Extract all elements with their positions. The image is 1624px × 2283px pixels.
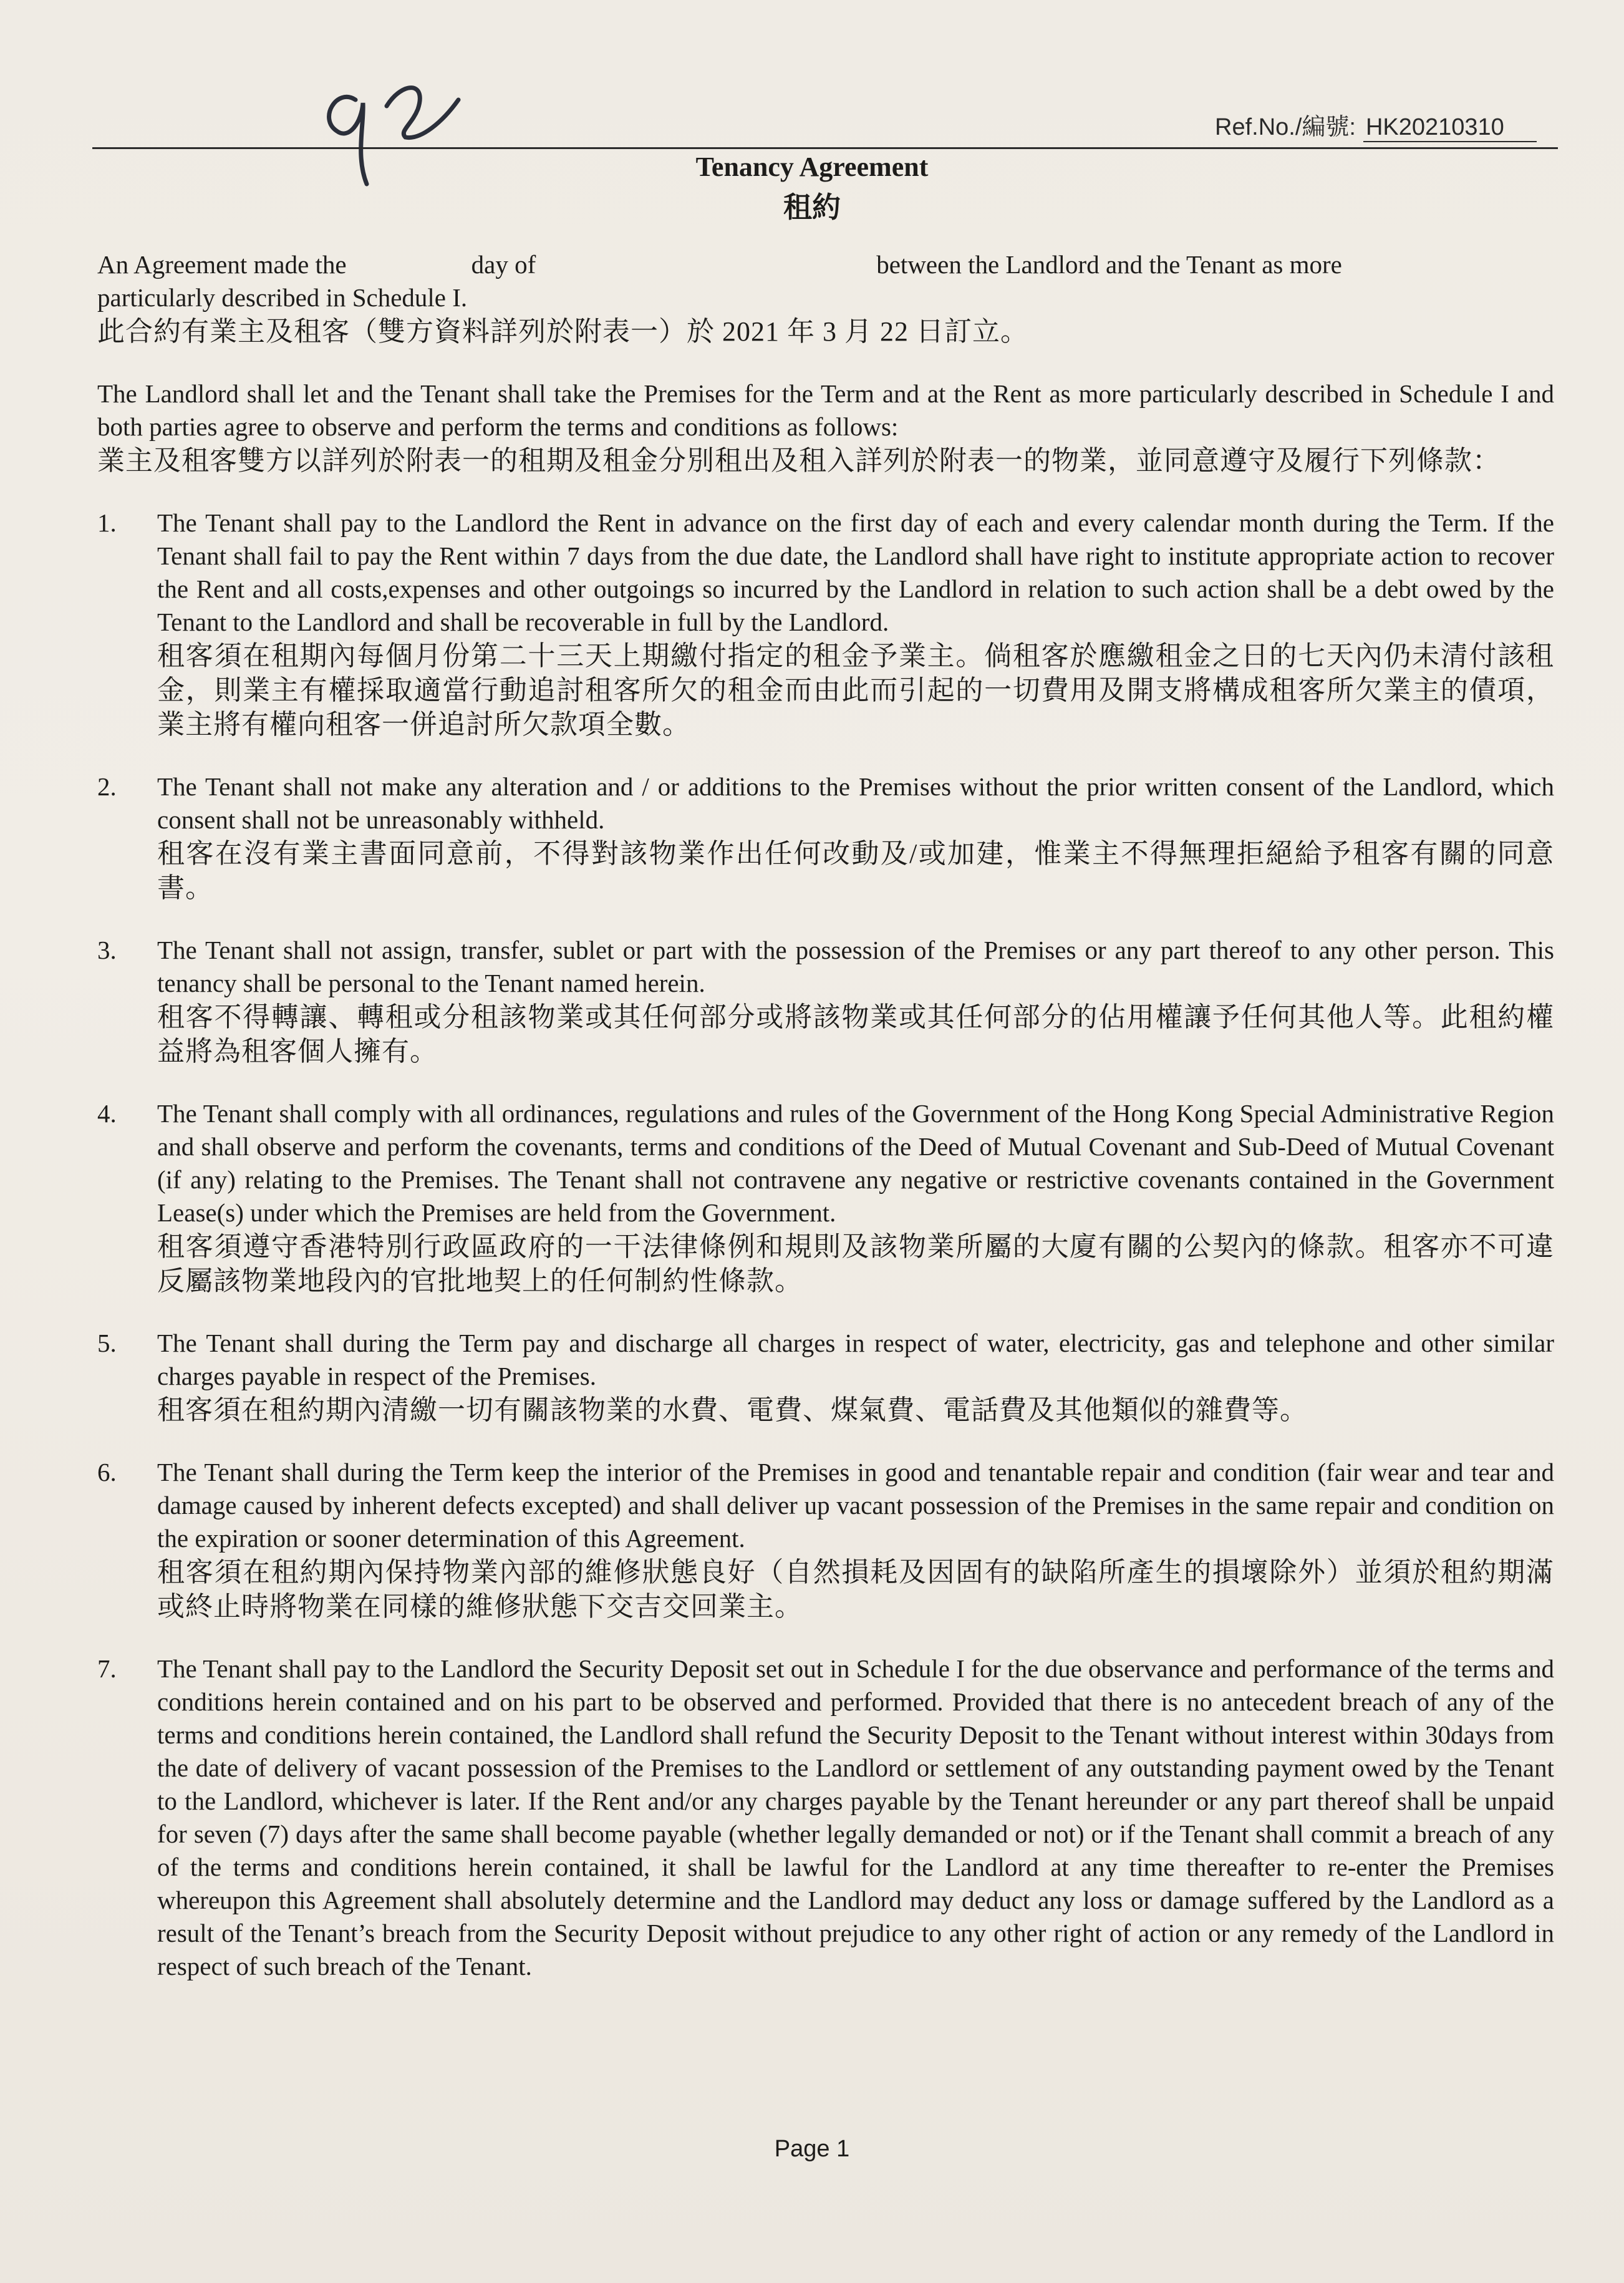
clause-number: 1. [97,508,117,537]
ref-label: Ref.No./編號: [1215,114,1356,140]
clause-english: The Tenant shall comply with all ordinances, regulations and rules of the Government of the Hong Kong Special Administrative Region and shall observe and perform the covenants, terms and conditions of the Deed of Mutual Covenant and Sub-Deed of Mutual Covenant (if any) relating to the Premises. The Tenant shall not contravene any negative or restrictive covenants contained in the Government Lease(s) under which the Premises are held from the Government. [157,1099,1554,1227]
clause-2 [97,770,1554,905]
intro-part-3: between the Landlord and the Tenant as more [876,250,1342,279]
clause-chinese: 租客不得轉讓、轉租或分租該物業或其任何部分或將該物業或其任何部分的佔用權讓予任何其他人等。此租約權益將為租客個人擁有。 [157,1002,1554,1067]
agreement-body [97,248,1554,2012]
title-english: Tenancy Agreement [695,152,929,182]
clause-chinese: 租客須在租期內每個月份第二十三天上期繳付指定的租金予業主。倘租客於應繳租金之日的七天內仍未清付該租金，則業主有權採取適當行動追討租客所欠的租金而由此而引起的一切費用及開支將構成租客所欠業主的債項，業主將有權向租客一併追討所欠款項全數。 [157,641,1554,740]
ref-value: HK20210310 [1363,114,1537,142]
clause-chinese: 租客須在租約期內清繳一切有關該物業的水費、電費、煤氣費、電話費及其他類似的雜費等。 [157,1395,1308,1425]
clause-english: The Tenant shall not assign, transfer, sublet or part with the possession of the Premises or any part thereof to any other person. This tenancy shall be personal to the Tenant named herein. [157,936,1554,997]
reference-number [1215,107,1537,142]
clause-3 [97,934,1554,1069]
intro-paragraph [97,248,1554,349]
title-chinese: 租約 [783,191,841,223]
clause-number: 6. [97,1458,117,1486]
clause-english: The Tenant shall pay to the Landlord the Security Deposit set out in Schedule I for the due observance and performance of the terms and conditions herein contained and on his part to be observed and performed. Provided that there is no antecedent breach of any of the terms and conditions herein contained, the Landlord shall refund the Security Deposit to the Tenant without interest within 30days from the date of delivery of vacant possession of the Premises to the Landlord or settlement of any outstanding payment owed by the Tenant to the Landlord, whichever is later. If the Rent and/or any charges payable by the Tenant hereunder or any part thereof shall be unpaid for seven (7) days after the same shall become payable (whether legally demanded or not) or if the Tenant shall commit a breach of any of the terms and conditions herein contained, it shall be lawful for the Landlord at any time thereafter to re-enter the Premises whereupon this Agreement shall absolutely determine and the Landlord may deduct any loss or damage suffered by the Landlord as a result of the Tenant’s breach from the Security Deposit without prejudice to any other right of action or any remedy of the Landlord in respect of such breach of the Tenant. [157,1654,1554,1980]
clause-english: The Tenant shall not make any alteration and / or additions to the Premises without the prior written consent of the Landlord, which consent shall not be unreasonably withheld. [157,772,1554,834]
intro-part-2: day of [471,250,536,279]
clause-chinese: 租客在沒有業主書面同意前，不得對該物業作出任何改動及/或加建，惟業主不得無理拒絕給予租客有關的同意書。 [157,838,1554,903]
intro-line-1 [97,248,1554,281]
clause-number: 5. [97,1329,117,1357]
intro-chinese: 此合約有業主及租客（雙方資料詳列於附表一）於 2021 年 3 月 22 日訂立。 [97,316,1028,347]
clause-5 [97,1327,1554,1427]
preamble-chinese: 業主及租客雙方以詳列於附表一的租期及租金分別租出及租入詳列於附表一的物業，並同意遵守及履行下列條款： [97,445,1501,476]
clause-4 [97,1097,1554,1298]
clause-chinese: 租客須在租約期內保持物業內部的維修狀態良好（自然損耗及因固有的缺陷所產生的損壞除外）並須於租約期滿或終止時將物業在同樣的維修狀態下交吉交回業主。 [157,1557,1554,1622]
intro-line-2: particularly described in Schedule I. [97,283,468,312]
page-number: Page 1 [774,2136,850,2162]
clause-english: The Tenant shall pay to the Landlord the Rent in advance on the first day of each and every calendar month during the Term. If the Tenant shall fail to pay the Rent within 7 days from the due date, the Landlord shall have right to institute appropriate action to recover the Rent and all costs,expenses and other outgoings so incurred by the Landlord in relation to such action shall be a debt owed by the Tenant to the Landlord and shall be recoverable in full by the Landlord. [157,508,1554,636]
clause-number: 4. [97,1099,117,1128]
clause-english: The Tenant shall during the Term pay and discharge all charges in respect of water, electricity, gas and telephone and other similar charges payable in respect of the Premises. [157,1329,1554,1390]
header-rule [92,147,1558,149]
clause-number: 3. [97,936,117,964]
clause-chinese: 租客須遵守香港特別行政區政府的一干法律條例和規則及該物業所屬的大廈有關的公契內的條款。租客亦不可違反屬該物業地段內的官批地契上的任何制約性條款。 [157,1231,1554,1296]
clause-english: The Tenant shall during the Term keep the interior of the Premises in good and tenantable repair and condition (fair wear and tear and damage caused by inherent defects excepted) and shall deliver up vacant possession of the Premises in the same repair and condition on the expiration or sooner determination of this Agreement. [157,1458,1554,1553]
clause-1 [97,507,1554,742]
intro-part-1: An Agreement made the [97,250,347,279]
clause-number: 7. [97,1654,117,1683]
clause-6 [97,1456,1554,1624]
preamble-english: The Landlord shall let and the Tenant shall take the Premises for the Term and at the Rent as more particularly described in Schedule I and both parties agree to observe and perform the terms and conditions as follows: [97,379,1554,441]
preamble-paragraph [97,377,1554,478]
clause-7 [97,1652,1554,1983]
clause-number: 2. [97,772,117,801]
